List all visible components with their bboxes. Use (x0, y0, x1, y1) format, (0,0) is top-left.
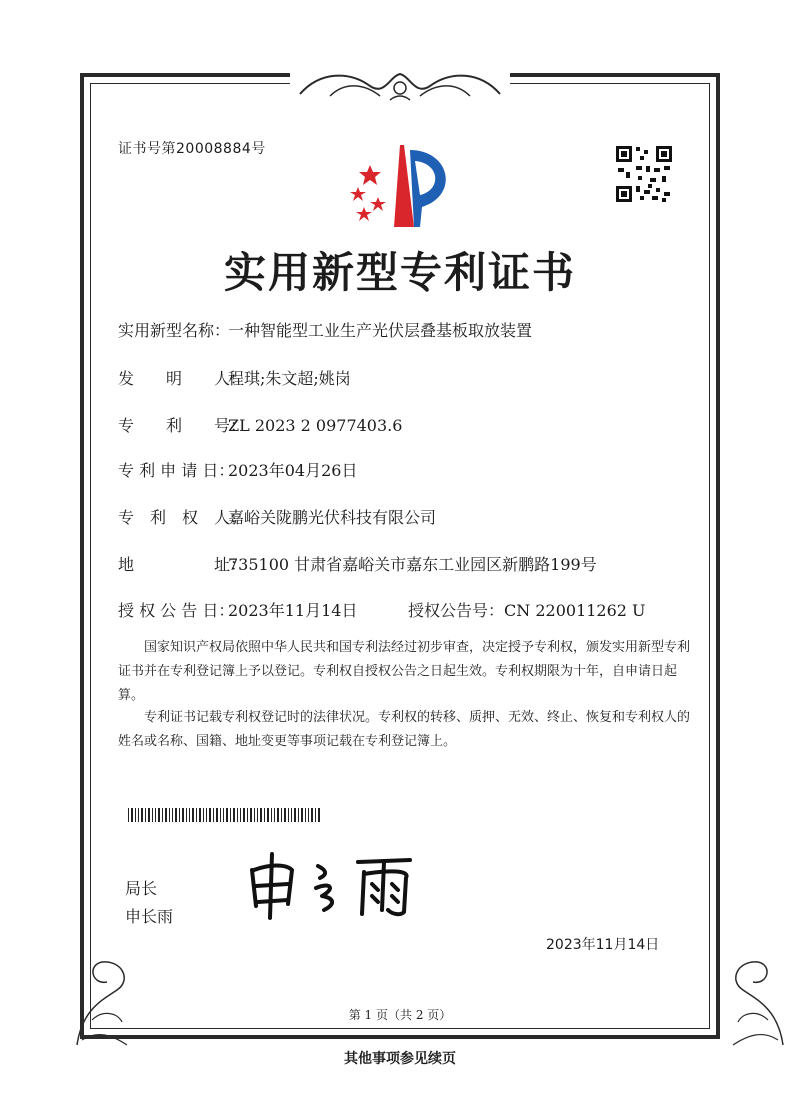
qr-code (614, 144, 674, 204)
field-label: 发 明 人： (118, 369, 247, 388)
field-inventor (118, 366, 351, 389)
field-label: 实用新型名称： (118, 321, 231, 340)
bottom-left-ornament (72, 950, 162, 1050)
field-label: 授 权 公 告 日： (118, 601, 235, 620)
paragraph-grant-statement: 国家知识产权局依照中华人民共和国专利法经过初步审查，决定授予专利权，颁发实用新型专利证书并在专利登记簿上予以登记。专利权自授权公告之日起生效。专利权期限为十年，自申请日起算。 (118, 640, 691, 703)
field-filing-date (118, 458, 357, 481)
field-value: ZL 2023 2 0977403.6 (228, 416, 403, 435)
footer-note: 其他事项参见续页 (344, 1051, 456, 1067)
certificate-number: 证书号第20008884号 (118, 141, 266, 157)
field-value: 一种智能型工业生产光伏层叠基板取放装置 (228, 321, 533, 340)
field-announce-date (118, 598, 357, 621)
chief-name: 申长雨 (125, 907, 174, 926)
field-value: 程琪;朱文超;姚岗 (228, 369, 351, 388)
field-patentee (118, 505, 436, 528)
cnipa-logo (340, 135, 470, 235)
field-value: 735100 甘肃省嘉峪关市嘉东工业园区新鹏路199号 (228, 555, 597, 574)
chief-title: 局长 (125, 879, 158, 898)
field-value: CN 220011262 U (504, 601, 646, 620)
barcode (128, 808, 320, 822)
field-address (118, 552, 597, 575)
field-label: 地 址： (118, 555, 247, 574)
paragraph-legal-status: 专利证书记载专利权登记时的法律状况。专利权的转移、质押、无效、终止、恢复和专利权人的姓名或名称、国籍、地址变更等事项记载在专利登记簿上。 (118, 710, 691, 749)
field-label: 专 利 申 请 日： (118, 461, 235, 480)
bottom-right-ornament (698, 950, 788, 1050)
field-value: 2023年11月14日 (228, 601, 358, 620)
field-announce-number (408, 598, 646, 621)
field-patent-number (118, 413, 402, 436)
field-value: 2023年04月26日 (228, 461, 358, 480)
field-value: 嘉峪关陇鹏光伏科技有限公司 (228, 508, 437, 527)
certificate-title: 实用新型专利证书 (223, 248, 576, 297)
page-number: 第 1 页（共 2 页） (348, 1008, 452, 1022)
handwritten-signature (240, 848, 440, 920)
field-utility-name (118, 318, 532, 341)
field-label: 专 利 权 人： (118, 508, 247, 527)
issue-date: 2023年11月14日 (546, 937, 660, 953)
top-ornament (290, 66, 510, 106)
field-label: 授权公告号： (408, 601, 505, 620)
field-label: 专 利 号： (118, 416, 247, 435)
